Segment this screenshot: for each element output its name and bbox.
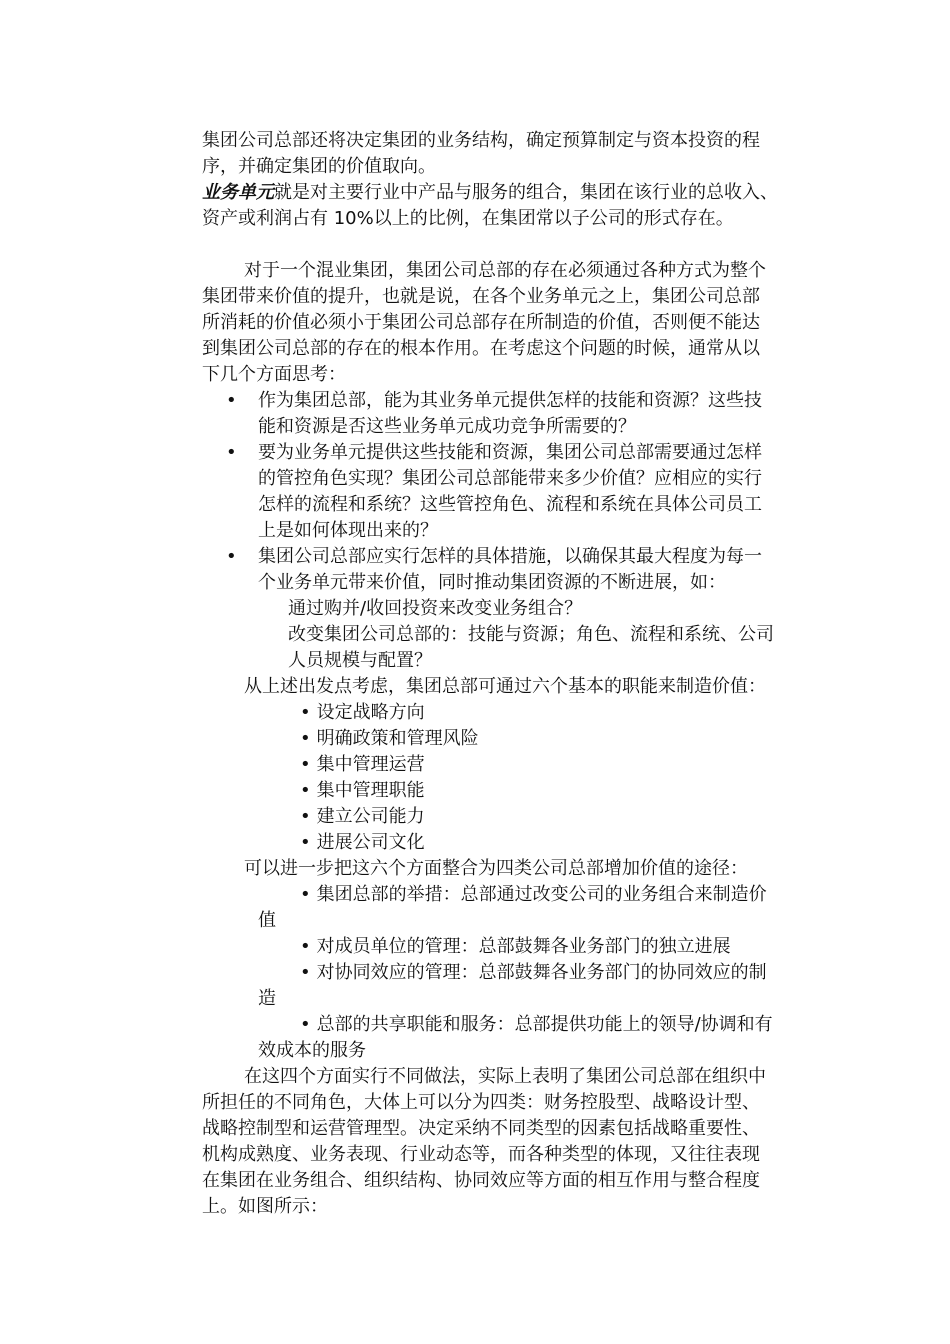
way-item-2-line-1: 对成员单位的管理：总部鼓舞各业务部门的独立进展 [316, 936, 731, 957]
way-item-4-line-2: 效成本的服务 [258, 1040, 366, 1061]
function-item [202, 778, 814, 804]
business-unit-definition-line-2: 资产或利润占有 10%以上的比例，在集团常以子公司的形式存在。 [202, 208, 734, 229]
business-unit-definition [202, 180, 814, 206]
function-item [202, 804, 814, 830]
question-item-2-line-1: 要为业务单元提供这些技能和资源，集团公司总部需要通过怎样 [258, 442, 762, 463]
bullet-icon: • [226, 442, 237, 463]
function-item [202, 830, 814, 856]
final-paragraph-line-2: 所担任的不同角色，大体上可以分为四类：财务控股型、战略设计型、 [202, 1092, 760, 1113]
question-item-2 [202, 440, 814, 466]
bullet-icon: • [300, 806, 311, 827]
paragraph-1-line-1: 对于一个混业集团，集团公司总部的存在必须通过各种方式为整个 [244, 260, 766, 281]
function-item-label: 设定战略方向 [316, 702, 425, 723]
intro-line-1: 集团公司总部还将决定集团的业务结构，确定预算制定与资本投资的程 [202, 130, 760, 151]
function-item [202, 700, 814, 726]
function-item-label: 集中管理运营 [316, 754, 425, 775]
way-item-4-line-1: 总部的共享职能和服务：总部提供功能上的领导/协调和有 [316, 1014, 773, 1035]
function-item-label: 建立公司能力 [316, 806, 425, 827]
ways-intro: 可以进一步把这六个方面整合为四类公司总部增加价值的途径： [244, 858, 748, 879]
paragraph-1-line-5: 下几个方面思考： [202, 364, 346, 385]
question-item-2-line-2: 的管控角色实现？集团公司总部能带来多少价值？应相应的实行 [258, 468, 762, 489]
question-item-1 [202, 388, 814, 414]
function-item-label: 明确政策和管理风险 [316, 728, 479, 749]
document-page [202, 128, 814, 1220]
measure-line-1: 通过购并/收回投资来改变业务组合？ [288, 598, 583, 619]
functions-intro: 从上述出发点考虑，集团总部可通过六个基本的职能来制造价值： [244, 676, 766, 697]
way-item-1 [202, 882, 814, 908]
paragraph-1-line-2: 集团带来价值的提升，也就是说，在各个业务单元之上，集团公司总部 [202, 286, 760, 307]
way-item-3-line-1: 对协同效应的管理：总部鼓舞各业务部门的协同效应的制 [316, 962, 767, 983]
way-item-2 [202, 934, 814, 960]
business-unit-definition-text: 就是对主要行业中产品与服务的组合，集团在该行业的总收入、 [274, 182, 778, 203]
measure-line-3: 人员规模与配置？ [288, 650, 432, 671]
final-paragraph-line-1: 在这四个方面实行不同做法，实际上表明了集团公司总部在组织中 [244, 1066, 766, 1087]
bullet-icon: • [300, 780, 311, 801]
bullet-icon: • [226, 546, 237, 567]
function-item-label: 进展公司文化 [316, 832, 425, 853]
function-item-label: 集中管理职能 [316, 780, 425, 801]
way-item-1-line-1: 集团总部的举措：总部通过改变公司的业务组合来制造价 [316, 884, 767, 905]
question-item-3-line-2: 个业务单元带来价值，同时推动集团资源的不断进展，如： [258, 572, 726, 593]
bullet-icon: • [300, 832, 311, 853]
bullet-icon: • [300, 936, 311, 957]
bullet-icon: • [300, 962, 311, 983]
measure-line-2: 改变集团公司总部的：技能与资源；角色、流程和系统、公司 [288, 624, 774, 645]
bullet-icon: • [300, 728, 311, 749]
way-item-3-line-2: 造 [258, 988, 276, 1009]
business-unit-term: 业务单元 [202, 182, 274, 203]
question-item-3-line-1: 集团公司总部应实行怎样的具体措施，以确保其最大程度为每一 [258, 546, 762, 567]
bullet-icon: • [226, 390, 237, 411]
way-item-3 [202, 960, 814, 986]
bullet-icon: • [300, 702, 311, 723]
function-item [202, 726, 814, 752]
final-paragraph-line-5: 在集团在业务组合、组织结构、协同效应等方面的相互作用与整合程度 [202, 1170, 760, 1191]
bullet-icon: • [300, 1014, 311, 1035]
question-item-1-line-2: 能和资源是否这些业务单元成功竞争所需要的？ [258, 416, 636, 437]
question-item-2-line-4: 上是如何体现出来的？ [258, 520, 438, 541]
question-item-1-line-1: 作为集团总部，能为其业务单元提供怎样的技能和资源？这些技 [258, 390, 762, 411]
final-paragraph-line-3: 战略控制型和运营管理型。决定采纳不同类型的因素包括战略重要性、 [202, 1118, 760, 1139]
bullet-icon: • [300, 884, 311, 905]
paragraph-1-line-4: 到集团公司总部的存在的根本作用。在考虑这个问题的时候，通常从以 [202, 338, 760, 359]
final-paragraph-line-4: 机构成熟度、业务表现、行业动态等，而各种类型的体现，又往往表现 [202, 1144, 760, 1165]
function-item [202, 752, 814, 778]
way-item-1-line-2: 值 [258, 910, 276, 931]
question-item-3 [202, 544, 814, 570]
way-item-4 [202, 1012, 814, 1038]
bullet-icon: • [300, 754, 311, 775]
paragraph-1-line-3: 所消耗的价值必须小于集团公司总部存在所制造的价值，否则便不能达 [202, 312, 760, 333]
final-paragraph-line-6: 上。如图所示： [202, 1196, 328, 1217]
blank-line [202, 232, 814, 258]
intro-line-2: 序，并确定集团的价值取向。 [202, 156, 436, 177]
question-item-2-line-3: 怎样的流程和系统？这些管控角色、流程和系统在具体公司员工 [258, 494, 762, 515]
